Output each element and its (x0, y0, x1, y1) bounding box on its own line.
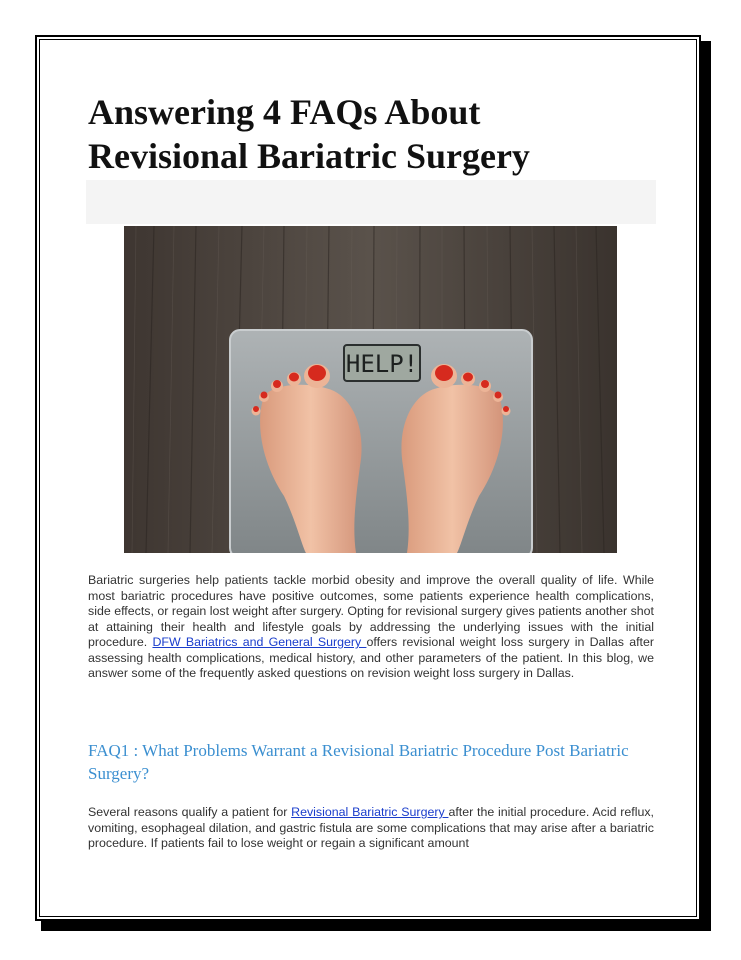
faq1-text-before-link: Several reasons qualify a patient for (88, 805, 292, 819)
intro-paragraph (88, 573, 654, 682)
title-line-1: Answering 4 FAQs About (88, 92, 481, 132)
faq1-heading: FAQ1 : What Problems Warrant a Revisional Bariatric Procedure Post Bariatric Surgery? (88, 741, 629, 783)
faq1-text-after-link: after the initial procedure. Acid reflux, vomiting, esophageal dilation, and gastric fistula are some complications that may arise after a bariatric procedure. If patients fail to lose weight or regain a significant amount (88, 805, 654, 850)
faq1-paragraph (88, 805, 654, 852)
dfw-bariatrics-link[interactable]: DFW Bariatrics and General Surgery (152, 635, 367, 649)
article-title (88, 90, 668, 178)
title-underlay-band (86, 180, 656, 224)
revisional-bariatric-surgery-link[interactable]: Revisional Bariatric Surgery (291, 805, 449, 819)
title-line-2: Revisional Bariatric Surgery (88, 136, 530, 176)
scale-feet-photo (124, 226, 617, 553)
scale-display-text: HELP! (345, 350, 419, 378)
intro-text-before-link: Bariatric surgeries help patients tackle morbid obesity and improve the overall quality of life. While most bariatric procedures have positive outcomes, some patients experience health complications, side effects, or regain lost weight after surgery. Opting for revisional surgery gives patients another shot at attaining their health and lifestyle goals by addressing the underlying issues with the initial procedure. (88, 573, 654, 649)
intro-text-after-link: offers revisional weight loss surgery in Dallas after assessing health complications, medical history, and other parameters of the patient. In this blog, we answer some of the frequently asked questions on revision weight loss surgery in Dallas. (88, 635, 654, 680)
